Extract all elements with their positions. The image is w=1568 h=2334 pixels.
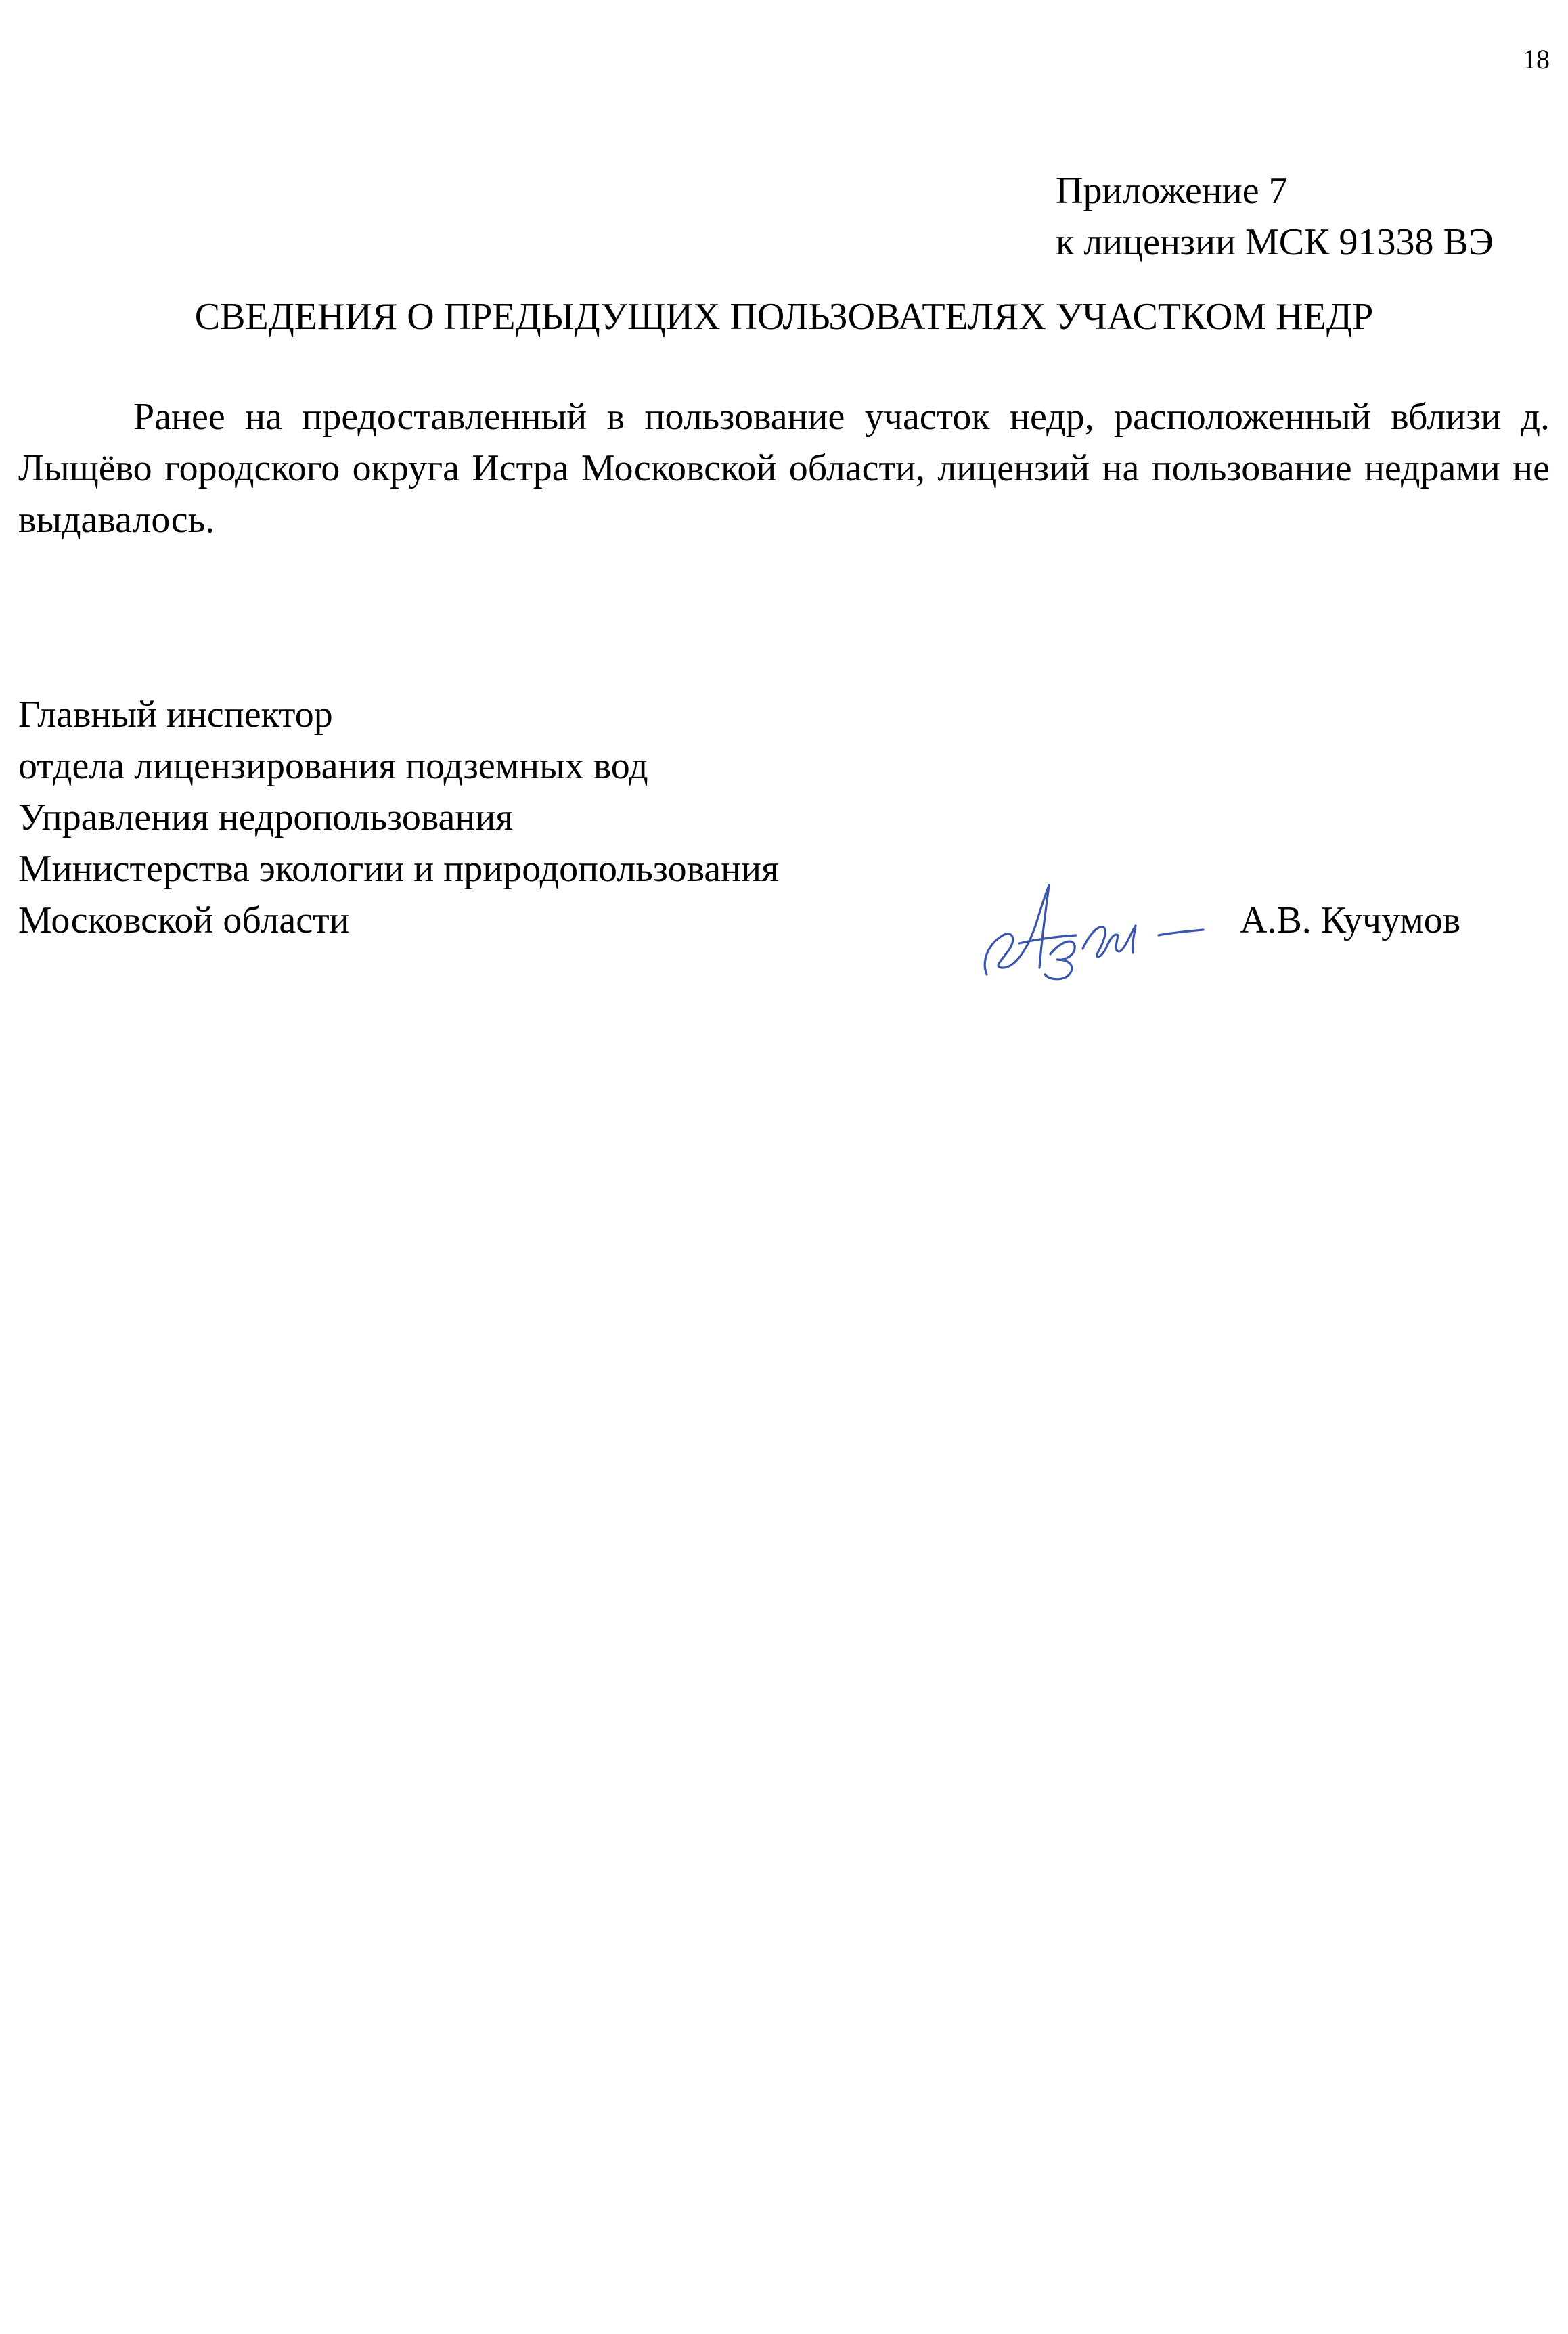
body-paragraph: Ранее на предоставленный в пользование участок недр, расположенный вблизи д. Лыщёво городского округа Истра Московской области, лицензий на пользование недрами не выдавалось. xyxy=(18,396,1550,541)
signatory-name: А.В. Кучумов xyxy=(1240,899,1461,941)
handwritten-signature xyxy=(975,873,1211,998)
page-number: 18 xyxy=(1523,44,1550,74)
appendix-label: Приложение 7 xyxy=(1056,170,1288,212)
signatory-line-5: Московской области xyxy=(18,899,350,941)
signatory-line-3: Управления недропользования xyxy=(18,796,514,838)
signatory-position xyxy=(18,689,779,946)
signatory-line-2: отдела лицензирования подземных вод xyxy=(18,745,648,787)
document-title: СВЕДЕНИЯ О ПРЕДЫДУЩИХ ПОЛЬЗОВАТЕЛЯХ УЧАСТКОМ НЕДР xyxy=(194,296,1374,338)
appendix-reference xyxy=(1056,165,1494,268)
signatory-line-4: Министерства экологии и природопользования xyxy=(18,848,779,890)
signatory-line-1: Главный инспектор xyxy=(18,694,333,736)
license-reference: к лицензии МСК 91338 ВЭ xyxy=(1056,221,1494,263)
